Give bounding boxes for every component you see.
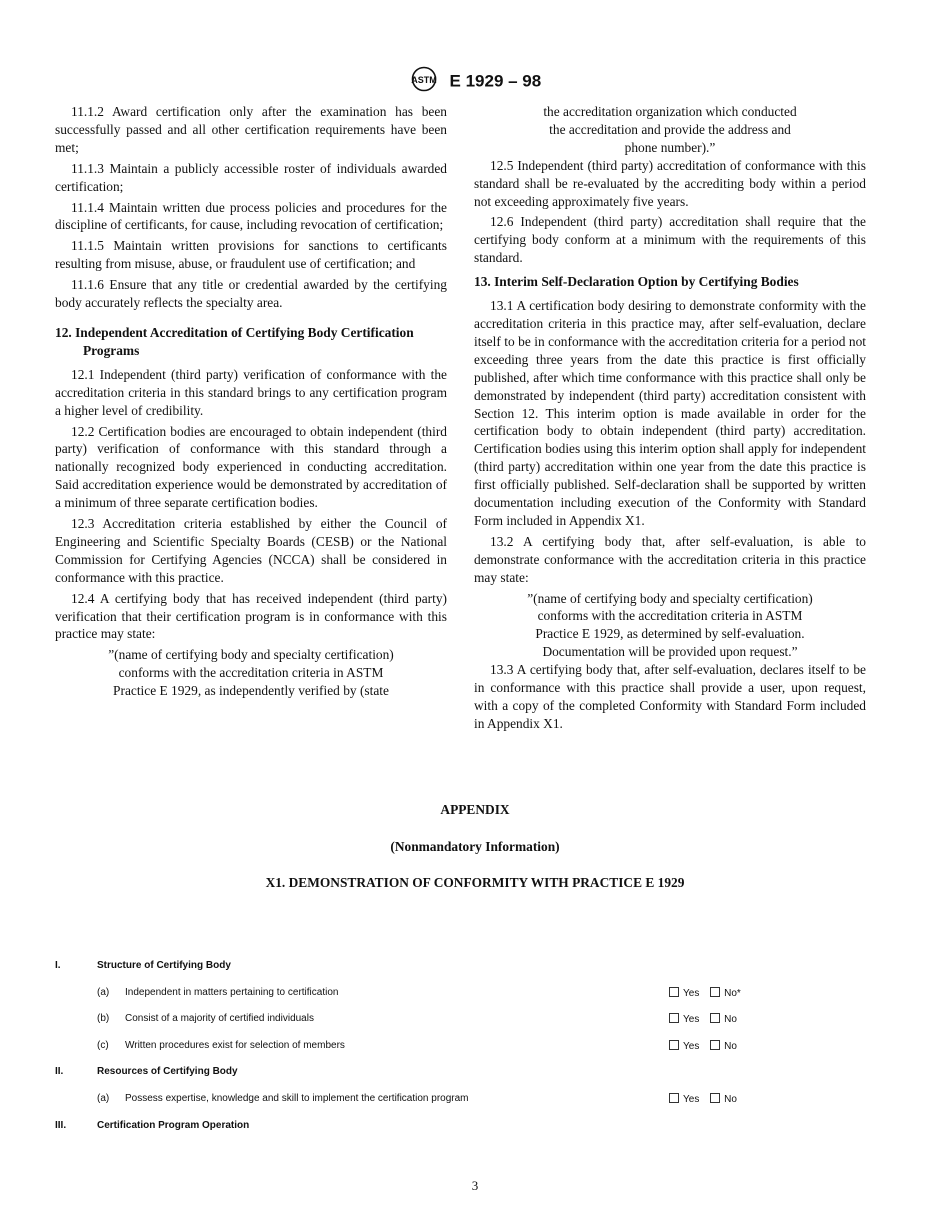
section-12-heading: 12. Independent Accreditation of Certifying Body Certification Programs [55, 324, 414, 358]
section-label: Certification Program Operation [97, 1120, 250, 1131]
section-label: Resources of Certifying Body [97, 1066, 238, 1077]
yes-checkbox[interactable] [669, 1040, 699, 1052]
item-text: Independent in matters pertaining to certification [125, 987, 339, 998]
designation: E 1929 – 98 [449, 71, 542, 91]
clause-12-3: 12.3 Accreditation criteria established by either the Council of Engineering and Scientific Specialty Boards (CESB) or the National Commission for Certifying Agencies (NCCA) shall be considered in conformance with this practice. [55, 516, 447, 585]
no-label: No [724, 1041, 737, 1052]
no-label: No [724, 1094, 737, 1105]
clause-13-3: 13.3 A certifying body that, after self-evaluation, declares itself to be in conformance with this practice shall provide a user, upon request, with a copy of the completed Conformity with Standard Form included in Appendix X1. [474, 662, 866, 731]
item-letter: (a) [97, 987, 110, 998]
section-13-heading: 13. Interim Self-Declaration Option by Certifying Bodies [474, 274, 799, 290]
astm-logo-icon [409, 66, 439, 97]
quote-line: ”(name of certifying body and specialty certification) [527, 590, 813, 606]
item-letter: (a) [97, 1093, 110, 1104]
no-checkbox[interactable] [710, 987, 741, 999]
clause-12-5: 12.5 Independent (third party) accreditation of conformance with this standard shall be re-evaluated by the accrediting body within a period not exceeding approximately five years. [474, 157, 866, 209]
clause-11-1-4: 11.1.4 Maintain written due process policies and procedures for the discipline of certificants, for cause, including revocation of certification; [55, 199, 447, 233]
quote-line: Practice E 1929, as determined by self-evaluation. [535, 626, 805, 642]
yes-label: Yes [683, 1094, 700, 1105]
item-letter: (b) [97, 1013, 110, 1024]
quote-line: the accreditation organization which conducted [543, 104, 797, 119]
right-column [474, 103, 866, 736]
appendix-section-title: X1. DEMONSTRATION OF CONFORMITY WITH PRACTICE E 1929 [265, 875, 685, 890]
appendix-subtitle: (Nonmandatory Information) [390, 839, 560, 854]
quote-line: conforms with the accreditation criteria in ASTM [537, 608, 803, 624]
section-number: III. [55, 1120, 67, 1131]
no-label: No* [724, 988, 741, 999]
clause-13-1: 13.1 A certification body desiring to demonstrate conformity with the accreditation criteria in this practice may, after self-evaluation, declare itself to be in conformance with the accreditation criteria for a period not exceeding three years from the date this practice is first officially published, after which time conformance with this practice shall only be demonstrated by independent (third party) accreditation consistent with Section 12. This interim option is made available in order for the certification body to obtain independent (third party) accreditation. Certification bodies using this interim option shall apply for independent (third party) accreditation within one year from the date this practice is first officially published. Self-declaration shall be supported by written documentation including execution of the Conformity with Standard Form included in Appendix X1. [474, 298, 866, 528]
quote-line: conforms with the accreditation criteria in ASTM [118, 665, 384, 681]
no-checkbox[interactable] [710, 1013, 737, 1025]
item-text: Consist of a majority of certified individuals [125, 1013, 314, 1024]
yes-checkbox[interactable] [669, 987, 699, 999]
section-label: Structure of Certifying Body [97, 960, 231, 971]
yes-label: Yes [683, 1041, 700, 1052]
page-number: 3 [471, 1178, 479, 1193]
item-letter: (c) [97, 1040, 109, 1051]
left-column [55, 103, 447, 700]
yes-checkbox[interactable] [669, 1013, 699, 1025]
yes-checkbox[interactable] [669, 1093, 699, 1105]
no-checkbox[interactable] [710, 1040, 737, 1052]
quote-line: Practice E 1929, as independently verified by (state [113, 683, 389, 699]
item-text: Written procedures exist for selection of members [125, 1040, 345, 1051]
clause-12-1: 12.1 Independent (third party) verification of conformance with the accreditation criteria in this standard brings to any certification program a higher level of credibility. [55, 366, 447, 418]
yes-label: Yes [683, 1014, 700, 1025]
page-header [0, 66, 950, 97]
quote-line: the accreditation and provide the address and [549, 121, 791, 137]
appendix-title: APPENDIX [440, 802, 510, 817]
quote-line: Documentation will be provided upon request.” [542, 644, 798, 660]
clause-11-1-2: 11.1.2 Award certification only after the examination has been successfully passed and all other certification requirements have been met; [55, 104, 447, 155]
section-number: I. [55, 960, 61, 971]
item-text: Possess expertise, knowledge and skill to implement the certification program [125, 1093, 469, 1104]
quote-line: ”(name of certifying body and specialty certification) [108, 647, 394, 663]
quote-line: phone number).” [624, 139, 716, 155]
yes-label: Yes [683, 988, 700, 999]
clause-12-4: 12.4 A certifying body that has received independent (third party) verification that their certification program is in conformance with this practice may state: [55, 590, 447, 642]
clause-13-2: 13.2 A certifying body that, after self-evaluation, is able to demonstrate conformance with the accreditation criteria in this practice may state: [474, 533, 866, 585]
no-label: No [724, 1014, 737, 1025]
clause-12-2: 12.2 Certification bodies are encouraged to obtain independent (third party) verification of conformance with this standard through a nationally recognized body experienced in conducting accreditation. Said accreditation experience would be demonstrated by accreditation of a minimum of three separate certification bodies. [55, 423, 447, 511]
section-number: II. [55, 1066, 64, 1077]
logo-text: ASTM [411, 75, 437, 85]
clause-11-1-6: 11.1.6 Ensure that any title or credential awarded by the certifying body accurately reflects the specialty area. [55, 277, 447, 311]
no-checkbox[interactable] [710, 1093, 737, 1105]
clause-11-1-3: 11.1.3 Maintain a publicly accessible roster of individuals awarded certification; [55, 160, 447, 194]
clause-12-6: 12.6 Independent (third party) accreditation shall require that the certifying body conform at a minimum with the requirements of this standard. [474, 214, 866, 266]
clause-11-1-5: 11.1.5 Maintain written provisions for sanctions to certificants resulting from misuse, abuse, or fraudulent use of certification; and [55, 238, 447, 272]
